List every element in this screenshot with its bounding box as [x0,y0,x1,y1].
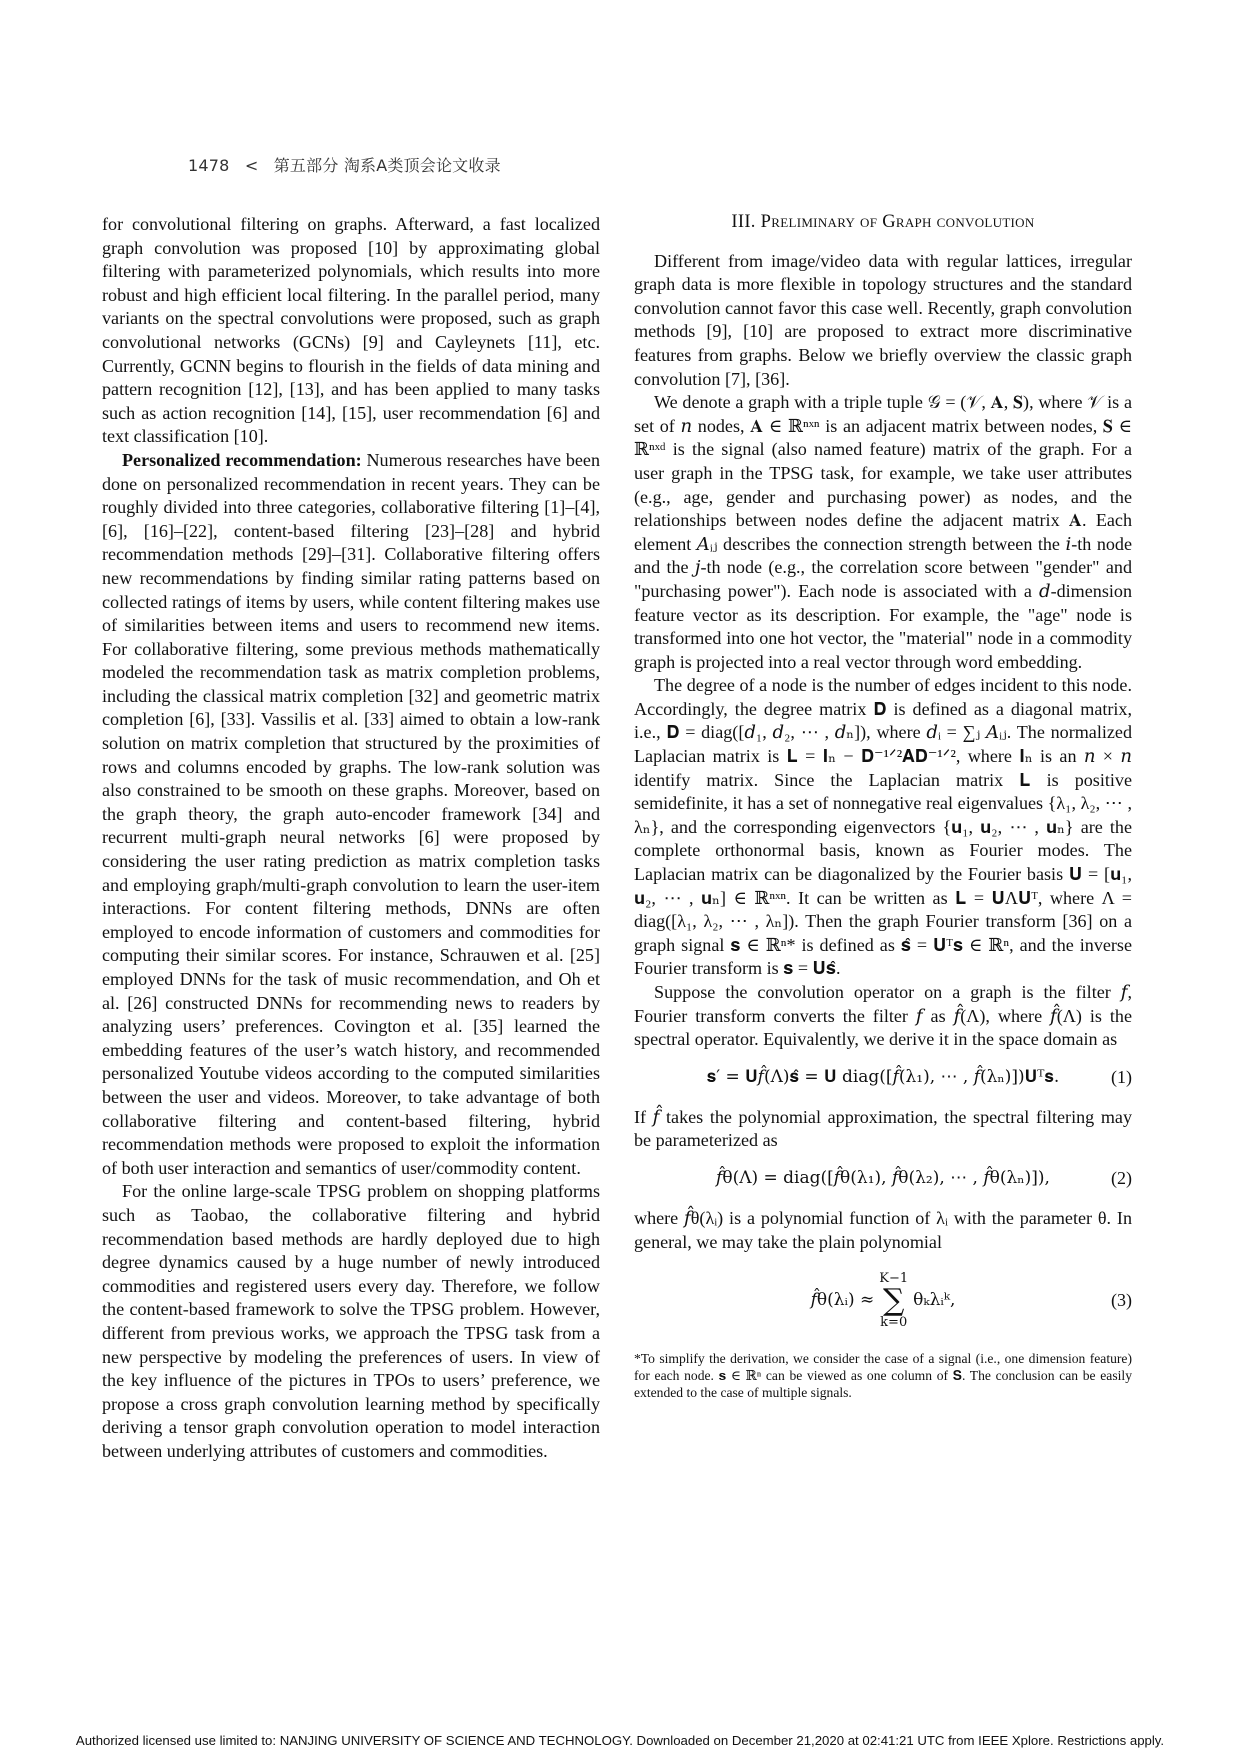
sum-upper-limit: K−1 [879,1271,909,1287]
left-column [102,213,600,1463]
right-paragraph-5: If 𝑓̂ takes the polynomial approximation, the spectral filtering may be parameterized as [634,1106,1132,1151]
left-paragraph-3: For the online large-scale TPSG problem on shopping platforms such as Taobao, the collaborative filtering and hybrid recommendation based methods are hardly deployed due to high degree dynamics caused by a huge number of newly introduced commodities and registered users every day. Therefore, we follow the content-based framework to solve the TPSG problem. However, different from previous works, we approach the TPSG task from a new perspective by modeling the preferences of users. In view of the key influence of the pictures in TPOs to users’ preference, we propose a cross graph convolution learning method by specifically deriving a tensor graph convolution operation to model interaction between underlying attributes of customers and commodities. [102,1181,600,1461]
footnote: *To simplify the derivation, we consider the case of a signal (i.e., one dimension feature) for each node. 𝐬 ∈ ℝⁿ can be viewed as one column of 𝐒. The conclusion can be easily extended to the case of multiple signals. [634,1351,1132,1401]
section-title: III. Preliminary of Graph convolution [731,212,1035,232]
left-paragraph-1: for convolutional filtering on graphs. Afterward, a fast localized graph convolution was proposed [10] by approximating global filtering with parameterized polynomials, which results into more robust and high efficient local filtering. In the parallel period, many variants on the spectral convolutions were proposed, such as graph convolutional networks (GCNs) [9] and Cayleynets [11], etc. Currently, GCNN begins to flourish in the fields of data mining and pattern recognition [12], [13], and has been applied to many tasks such as action recognition [14], [15], user recommendation [6] and text classification [10]. [102,214,600,447]
equation-3-number: (3) [1111,1290,1132,1311]
equation-3-rhs: θₖλᵢᵏ, [913,1290,956,1311]
right-paragraph-1: Different from image/video data with regular lattices, irregular graph data is more flexible in topology structures and the standard convolution cannot favor this case well. Recently, graph convolution methods [9], [10] are proposed to extract more discriminative features from graphs. Below we briefly overview the classic graph convolution [7], [36]. [634,250,1132,389]
running-header [188,153,511,176]
right-column [634,213,1132,1401]
equation-2-body: 𝑓̂θ(Λ) = diag([𝑓̂θ(λ₁), 𝑓̂θ(λ₂), ⋯ , 𝑓̂θ(λₙ)]), [716,1168,1050,1189]
equation-2-number: (2) [1111,1168,1132,1189]
subsection-heading: Personalized recommendation: [122,449,362,470]
sigma-icon: ∑ [882,1283,905,1319]
right-paragraph-6: where 𝑓̂θ(λᵢ) is a polynomial function of λᵢ with the parameter θ. In general, we may take the plain polynomial [634,1207,1132,1252]
left-paragraph-2 [102,449,600,1180]
left-paragraph-2-body: Numerous researches have been done on personalized recommendation in recent years. They can be roughly divided into three categories, collaborative filtering [1]–[4], [6], [16]–[22], content-based filtering [23]–[28] and hybrid recommendation methods [29]–[31]. Collaborative filtering offers new recommendations by finding similar rating patterns based on collected ratings of items by users, while content filtering makes use of similarities between items and users to recommend new items. For collaborative filtering, some previous methods mathematically modeled the recommendation task as matrix completion problems, including the classical matrix completion [32] and geometric matrix completion [6], [33]. Vassilis et al. [33] aimed to obtain a low-rank solution on matrix completion that structured by the proximities of rows and columns encoded by graphs. The low-rank solution was also constrained to be smooth on these graphs. Moreover, based on the graph theory, the graph auto-encoder framework [34] and recurrent multi-graph neural networks [6] were proposed by considering the user rating prediction as matrix completion tasks and employing graph/multi-graph convolution to learn the user-item interactions. For content filtering methods, DNNs are often employed to encode information of customers and commodities for computing their similar scores. For instance, Schrauwen et al. [25] employed DNNs for the task of music recommendation, and Oh et al. [26] constructed DNNs for recommending news to readers by analyzing users’ preferences. Covington et al. [35] learned the embedding features of the user’s watch history, and recommended personalized Youtube videos according to the computed similarities between the user and videos. Moreover, to take advantage of both collaborative filtering and content-based filtering, hybrid recommendation methods were proposed to exploit the information of both user interaction and semantics of user/commodity content. [102,449,600,1178]
part-title: 第五部分 淘系A类顶会论文收录 [273,156,501,175]
right-paragraph-4: Suppose the convolution operator on a graph is the filter 𝑓, Fourier transform converts the filter 𝑓 as 𝑓̂(Λ), where 𝑓̂(Λ) is the spectral operator. Equivalently, we derive it in the space domain as [634,982,1132,1050]
header-separator: < [244,156,259,175]
equation-1-number: (1) [1111,1066,1132,1087]
page-number: 1478 [188,156,230,175]
right-paragraph-2: We denote a graph with a triple tuple 𝒢 = (𝒱, 𝐀, 𝐒), where 𝒱 is a set of 𝑛 nodes, 𝐀 ∈ ℝⁿˣⁿ is an adjacent matrix between nodes, 𝐒 ∈ ℝⁿˣᵈ is the signal (also named feature) matrix of the graph. For a user graph in the TPSG task, for example, we take user attributes (e.g., age, gender and purchasing power) as nodes, and the relationships between nodes define the adjacent matrix 𝐀. Each element 𝐴ᵢⱼ describes the connection strength between the 𝑖-th node and the 𝑗-th node (e.g., the correlation score between "gender" and "purchasing power"). Each node is associated with a 𝑑-dimension feature vector as its description. For example, the "age" node is transformed into one hot vector, the "material" node in a commodity graph is projected into a real vector through word embedding. [634,392,1132,672]
license-footer: Authorized licensed use limited to: NANJING UNIVERSITY OF SCIENCE AND TECHNOLOGY. Downloaded on December 21,2020 at 02:41:21 UTC from IEEE Xplore. Restrictions apply. [75,1733,1165,1748]
equation-2 [634,1161,1132,1197]
equation-1 [634,1060,1132,1096]
summation-symbol [879,1272,908,1330]
equation-3 [634,1262,1132,1340]
sum-lower-limit: k=0 [880,1315,908,1331]
equation-1-body: 𝐬′ = 𝐔𝑓̂(Λ)𝐬̂ = 𝐔 diag([𝑓̂(λ₁), ⋯ , 𝑓̂(λₙ)])𝐔ᵀ𝐬. [706,1066,1060,1087]
right-paragraph-3: The degree of a node is the number of edges incident to this node. Accordingly, the degree matrix 𝐃 is defined as a diagonal matrix, i.e., 𝐃 = diag([𝑑₁, 𝑑₂, ⋯ , 𝑑ₙ]), where 𝑑ᵢ = ∑ⱼ 𝐴ᵢⱼ. The normalized Laplacian matrix is 𝐋 = 𝐈ₙ − 𝐃⁻¹ᐟ²𝐀𝐃⁻¹ᐟ², where 𝐈ₙ is an 𝑛 × 𝑛 identify matrix. Since the Laplacian matrix 𝐋 is positive semidefinite, it has a set of nonnegative real eigenvalues {λ₁, λ₂, ⋯ , λₙ}, and the corresponding eigenvectors {𝐮₁, 𝐮₂, ⋯ , 𝐮ₙ} are the complete orthonormal basis, known as Fourier modes. The Laplacian matrix can be diagonalized by the Fourier basis 𝐔 = [𝐮₁, 𝐮₂, ⋯ , 𝐮ₙ] ∈ ℝⁿˣⁿ. It can be written as 𝐋 = 𝐔Λ𝐔ᵀ, where Λ = diag([λ₁, λ₂, ⋯ , λₙ]). Then the graph Fourier transform [36] on a graph signal 𝐬 ∈ ℝⁿ* is defined as 𝐬̂ = 𝐔ᵀ𝐬 ∈ ℝⁿ, and the inverse Fourier transform is 𝐬 = 𝐔𝐬̂. [634,675,1132,979]
equation-3-lhs: 𝑓̂θ(λᵢ) ≈ [810,1290,875,1311]
